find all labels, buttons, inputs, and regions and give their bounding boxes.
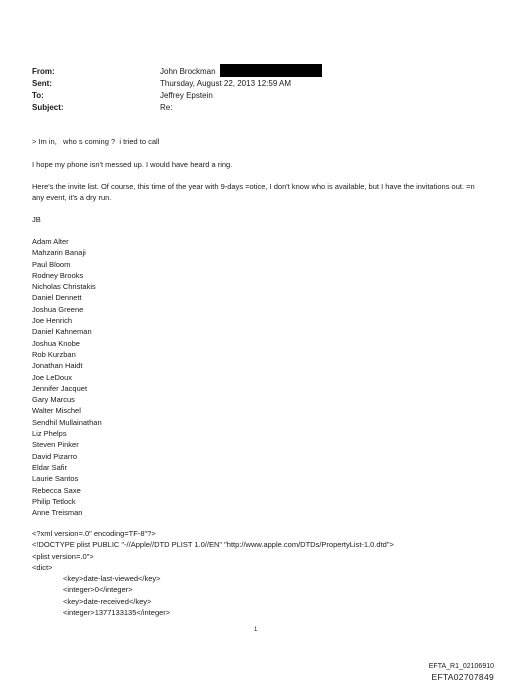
list-item: Walter Mischel <box>32 406 81 416</box>
subject-label: Subject: <box>32 103 64 112</box>
code-line: <integer>1377133135</integer> <box>63 608 171 618</box>
from-label: From: <box>32 67 55 76</box>
list-item: Philip Tetlock <box>32 496 76 506</box>
list-item: Liz Phelps <box>32 429 67 439</box>
list-item: Daniel Dennett <box>32 293 82 303</box>
code-line: <key>date-last-viewed</key> <box>63 574 161 584</box>
list-item: Joshua Knobe <box>32 338 80 348</box>
to-label: To: <box>32 91 44 100</box>
signature: JB <box>32 215 41 224</box>
body-paragraph: Here's the invite list. Of course, this time of the year with 9-days =otice, I don't know who is available, but I have the invitations out. =n any event, it's a dry run. <box>32 182 477 202</box>
code-line: <plist version=.0"> <box>32 551 94 561</box>
list-item: Adam Alter <box>32 237 69 246</box>
list-item: Steven Pinker <box>32 440 79 450</box>
subject-value: Re: <box>160 103 173 112</box>
body-line-2: I hope my phone isn't messed up. I would have heard a ring. <box>32 160 233 169</box>
list-item: Jonathan Haidt <box>32 361 83 371</box>
code-line: <!DOCTYPE plist PUBLIC "-//Apple//DTD PLIST 1.0//EN" "http://www.apple.com/DTDs/PropertyList-1.0.dtd"> <box>32 540 394 550</box>
body-line-1: > Im in, who s coming ? i tried to call <box>32 137 160 146</box>
code-line: <dict> <box>32 562 53 572</box>
list-item: Nicholas Christakis <box>32 282 96 292</box>
list-item: Eldar Safir <box>32 462 68 472</box>
list-item: Rodney Brooks <box>32 270 84 280</box>
list-item: David Pizarro <box>32 451 78 461</box>
list-item: Daniel Kahneman <box>32 327 92 337</box>
sent-value: Thursday, August 22, 2013 12:59 AM <box>160 79 292 88</box>
list-item: Joe LeDoux <box>32 372 73 382</box>
from-value: John Brockman <box>160 67 216 76</box>
footer-id-1: EFTA_R1_02106910 <box>428 663 494 670</box>
code-line: <?xml version=.0" encoding=TF-8"?> <box>32 529 156 538</box>
list-item: Paul Bloom <box>32 259 71 269</box>
footer-id-2: EFTA02707849 <box>431 672 494 682</box>
list-item: Jennifer Jacquet <box>32 383 88 393</box>
code-line: <key>date-received</key> <box>63 596 152 606</box>
page-number: 1 <box>254 627 258 633</box>
redaction-box <box>220 64 322 77</box>
list-item: Joshua Greene <box>32 304 84 314</box>
list-item: Rebecca Saxe <box>32 485 81 495</box>
list-item: Anne Treisman <box>32 508 83 518</box>
list-item: Rob Kurzban <box>32 349 76 359</box>
list-item: Sendhil Mullainathan <box>32 417 102 427</box>
list-item: Gary Marcus <box>32 395 75 405</box>
to-value: Jeffrey Epstein <box>160 91 213 100</box>
plist-code-block <box>32 528 394 618</box>
list-item: Laurie Santos <box>32 474 79 484</box>
list-item: Joe Henrich <box>32 316 73 326</box>
list-item: Mahzarin Banaji <box>32 248 86 258</box>
invite-list <box>32 236 102 518</box>
sent-label: Sent: <box>32 79 52 88</box>
code-line: <integer>0</integer> <box>63 585 133 595</box>
